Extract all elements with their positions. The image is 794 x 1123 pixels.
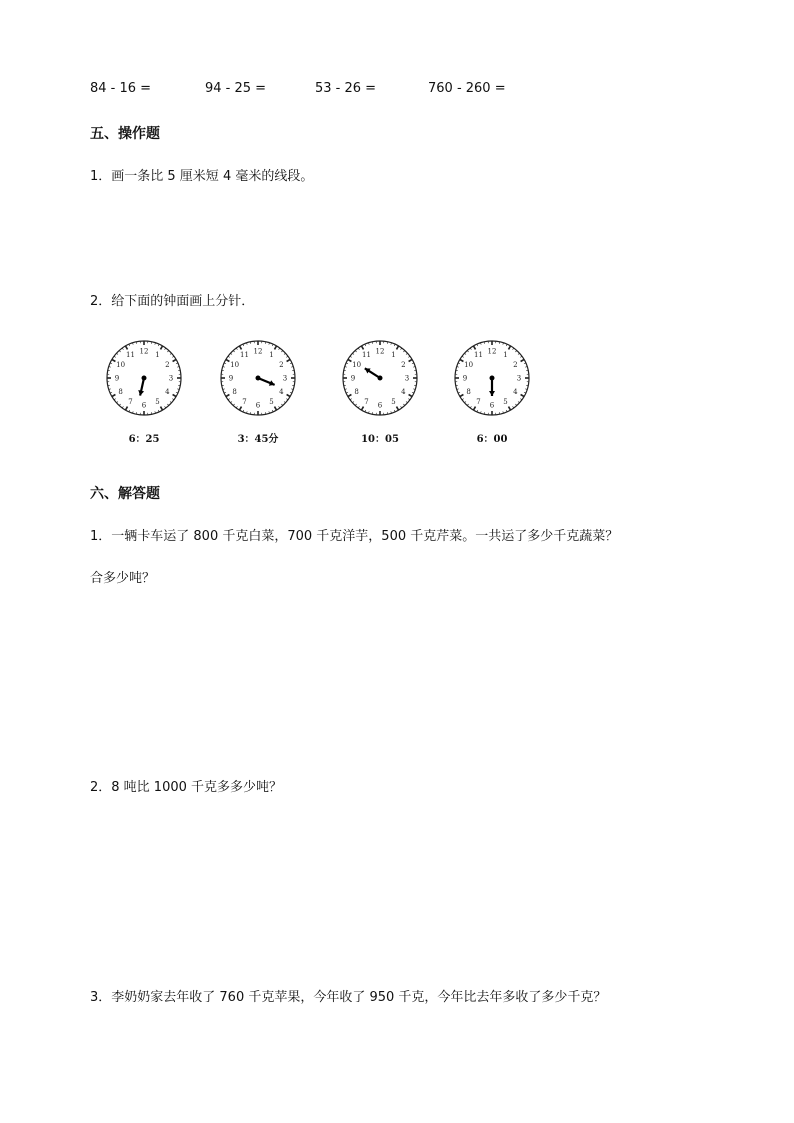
hour-tick	[275, 346, 277, 349]
hour-tick	[173, 360, 176, 362]
calc-item: 53 - 26 =	[315, 81, 377, 96]
minute-tick	[518, 353, 519, 354]
hour-hand-arrow	[489, 391, 495, 396]
minute-tick	[467, 404, 468, 405]
minute-tick	[467, 351, 468, 352]
clock-number: 1	[269, 351, 274, 360]
clock-number: 4	[279, 388, 284, 396]
hour-tick	[112, 360, 115, 362]
clock-number: 11	[126, 351, 135, 360]
clock-number: 9	[114, 374, 120, 383]
hour-tick	[126, 407, 128, 410]
clock-number: 10	[352, 361, 362, 369]
minute-tick	[170, 401, 171, 402]
clock-number: 8	[118, 388, 123, 396]
minute-tick	[119, 351, 120, 352]
clock-center	[378, 376, 383, 381]
clock-number: 3	[404, 374, 410, 383]
hour-tick	[275, 407, 277, 410]
section5-question-2: 2．给下面的钟面画上分针．	[90, 294, 255, 309]
hour-tick	[287, 395, 290, 397]
hour-tick	[474, 346, 476, 349]
section5-title: 五、操作题	[90, 126, 160, 142]
clock-number: 7	[476, 397, 481, 406]
clock-number: 11	[240, 351, 249, 360]
hour-tick	[348, 395, 351, 397]
clock-number: 8	[232, 388, 237, 396]
minute-tick	[406, 401, 407, 402]
hour-tick	[409, 395, 412, 397]
clock-number: 6	[377, 401, 383, 410]
hour-tick	[240, 346, 242, 349]
hour-tick	[397, 346, 399, 349]
minute-tick	[231, 401, 232, 402]
hour-tick	[161, 407, 163, 410]
clock-number: 6	[489, 401, 495, 410]
clock-number: 4	[513, 388, 518, 396]
clock-number: 1	[503, 351, 508, 360]
minute-tick	[281, 351, 282, 352]
minute-tick	[465, 401, 466, 402]
minute-tick	[355, 351, 356, 352]
calc-item: 84 - 16 =	[90, 81, 152, 96]
clock-number: 6	[141, 401, 147, 410]
clock-face	[340, 338, 420, 418]
hour-tick	[126, 346, 128, 349]
clock-number: 5	[155, 397, 160, 406]
minute-tick	[167, 404, 168, 405]
minute-tick	[284, 353, 285, 354]
clock-number: 5	[391, 397, 396, 406]
minute-tick	[353, 353, 354, 354]
clock-label: 6：00	[476, 434, 508, 445]
clock-number: 12	[375, 347, 385, 356]
minute-tick	[403, 351, 404, 352]
hour-tick	[362, 346, 364, 349]
hour-tick	[460, 395, 463, 397]
clock-number: 4	[165, 388, 170, 396]
clock-number: 5	[269, 397, 274, 406]
hour-tick	[173, 395, 176, 397]
clock-number: 2	[165, 361, 170, 369]
section6-question-1-continued: 合多少吨？	[90, 571, 156, 586]
minute-tick	[233, 351, 234, 352]
section6-question-1: 1．一辆卡车运了 800 千克白菜，700 千克洋芋，500 千克芹菜。一共运了多少千克蔬菜？	[90, 529, 619, 544]
hour-tick	[397, 407, 399, 410]
hour-tick	[521, 395, 524, 397]
hour-tick	[509, 407, 511, 410]
minute-tick	[518, 401, 519, 402]
hour-tick	[161, 346, 163, 349]
minute-tick	[233, 404, 234, 405]
minute-tick	[284, 401, 285, 402]
calc-item: 760 - 260 =	[428, 81, 506, 96]
clock-number: 3	[168, 374, 174, 383]
hour-tick	[509, 346, 511, 349]
section5-question-1: 1．画一条比 5 厘米短 4 毫米的线段。	[90, 169, 314, 184]
clock-label: 6：25	[128, 434, 160, 445]
minute-tick	[355, 404, 356, 405]
minute-tick	[406, 353, 407, 354]
minute-tick	[231, 353, 232, 354]
hour-tick	[362, 407, 364, 410]
clock-number: 9	[228, 374, 234, 383]
section6-question-3: 3．李奶奶家去年收了 760 千克苹果，今年收了 950 千克，今年比去年多收了多少千克？	[90, 990, 607, 1005]
clock-number: 12	[487, 347, 497, 356]
calc-item: 94 - 25 =	[205, 81, 267, 96]
clock-number: 12	[139, 347, 149, 356]
minute-tick	[465, 353, 466, 354]
clock-number: 8	[466, 388, 471, 396]
clock-number: 10	[230, 361, 240, 369]
clock-label: 3：45分	[237, 434, 279, 445]
clock-number: 6	[255, 401, 261, 410]
clock-face	[104, 338, 184, 418]
minute-tick	[515, 351, 516, 352]
clock-number: 10	[116, 361, 126, 369]
clock-center	[142, 376, 147, 381]
clock-number: 1	[391, 351, 396, 360]
section6-title: 六、解答题	[90, 486, 160, 502]
minute-tick	[353, 401, 354, 402]
minute-tick	[281, 404, 282, 405]
minute-tick	[170, 353, 171, 354]
hour-tick	[226, 395, 229, 397]
hour-tick	[240, 407, 242, 410]
hour-tick	[460, 360, 463, 362]
clock-number: 2	[279, 361, 284, 369]
clock-number: 3	[282, 374, 288, 383]
clock-number: 1	[155, 351, 160, 360]
clock-number: 10	[464, 361, 474, 369]
hour-tick	[348, 360, 351, 362]
clock-number: 12	[253, 347, 263, 356]
clock-number: 11	[474, 351, 483, 360]
minute-tick	[403, 404, 404, 405]
hour-tick	[112, 395, 115, 397]
clock-number: 9	[462, 374, 468, 383]
minute-tick	[117, 401, 118, 402]
clock-number: 2	[401, 361, 406, 369]
minute-tick	[119, 404, 120, 405]
clock-number: 2	[513, 361, 518, 369]
hour-tick	[409, 360, 412, 362]
clock-number: 7	[128, 397, 133, 406]
hour-tick	[226, 360, 229, 362]
clock-center	[490, 376, 495, 381]
clock-number: 9	[350, 374, 356, 383]
clock-number: 3	[516, 374, 522, 383]
clock-number: 4	[401, 388, 406, 396]
clock-number: 11	[362, 351, 371, 360]
clock-number: 7	[242, 397, 247, 406]
minute-tick	[117, 353, 118, 354]
hour-tick	[474, 407, 476, 410]
hour-tick	[521, 360, 524, 362]
clock-face	[452, 338, 532, 418]
clock-number: 7	[364, 397, 369, 406]
clock-center	[256, 376, 261, 381]
clock-face	[218, 338, 298, 418]
clock-label: 10：05	[361, 434, 399, 445]
clock-number: 8	[354, 388, 359, 396]
clock-number: 5	[503, 397, 508, 406]
section6-question-2: 2．8 吨比 1000 千克多多少吨？	[90, 780, 283, 795]
minute-tick	[167, 351, 168, 352]
minute-tick	[515, 404, 516, 405]
hour-tick	[287, 360, 290, 362]
